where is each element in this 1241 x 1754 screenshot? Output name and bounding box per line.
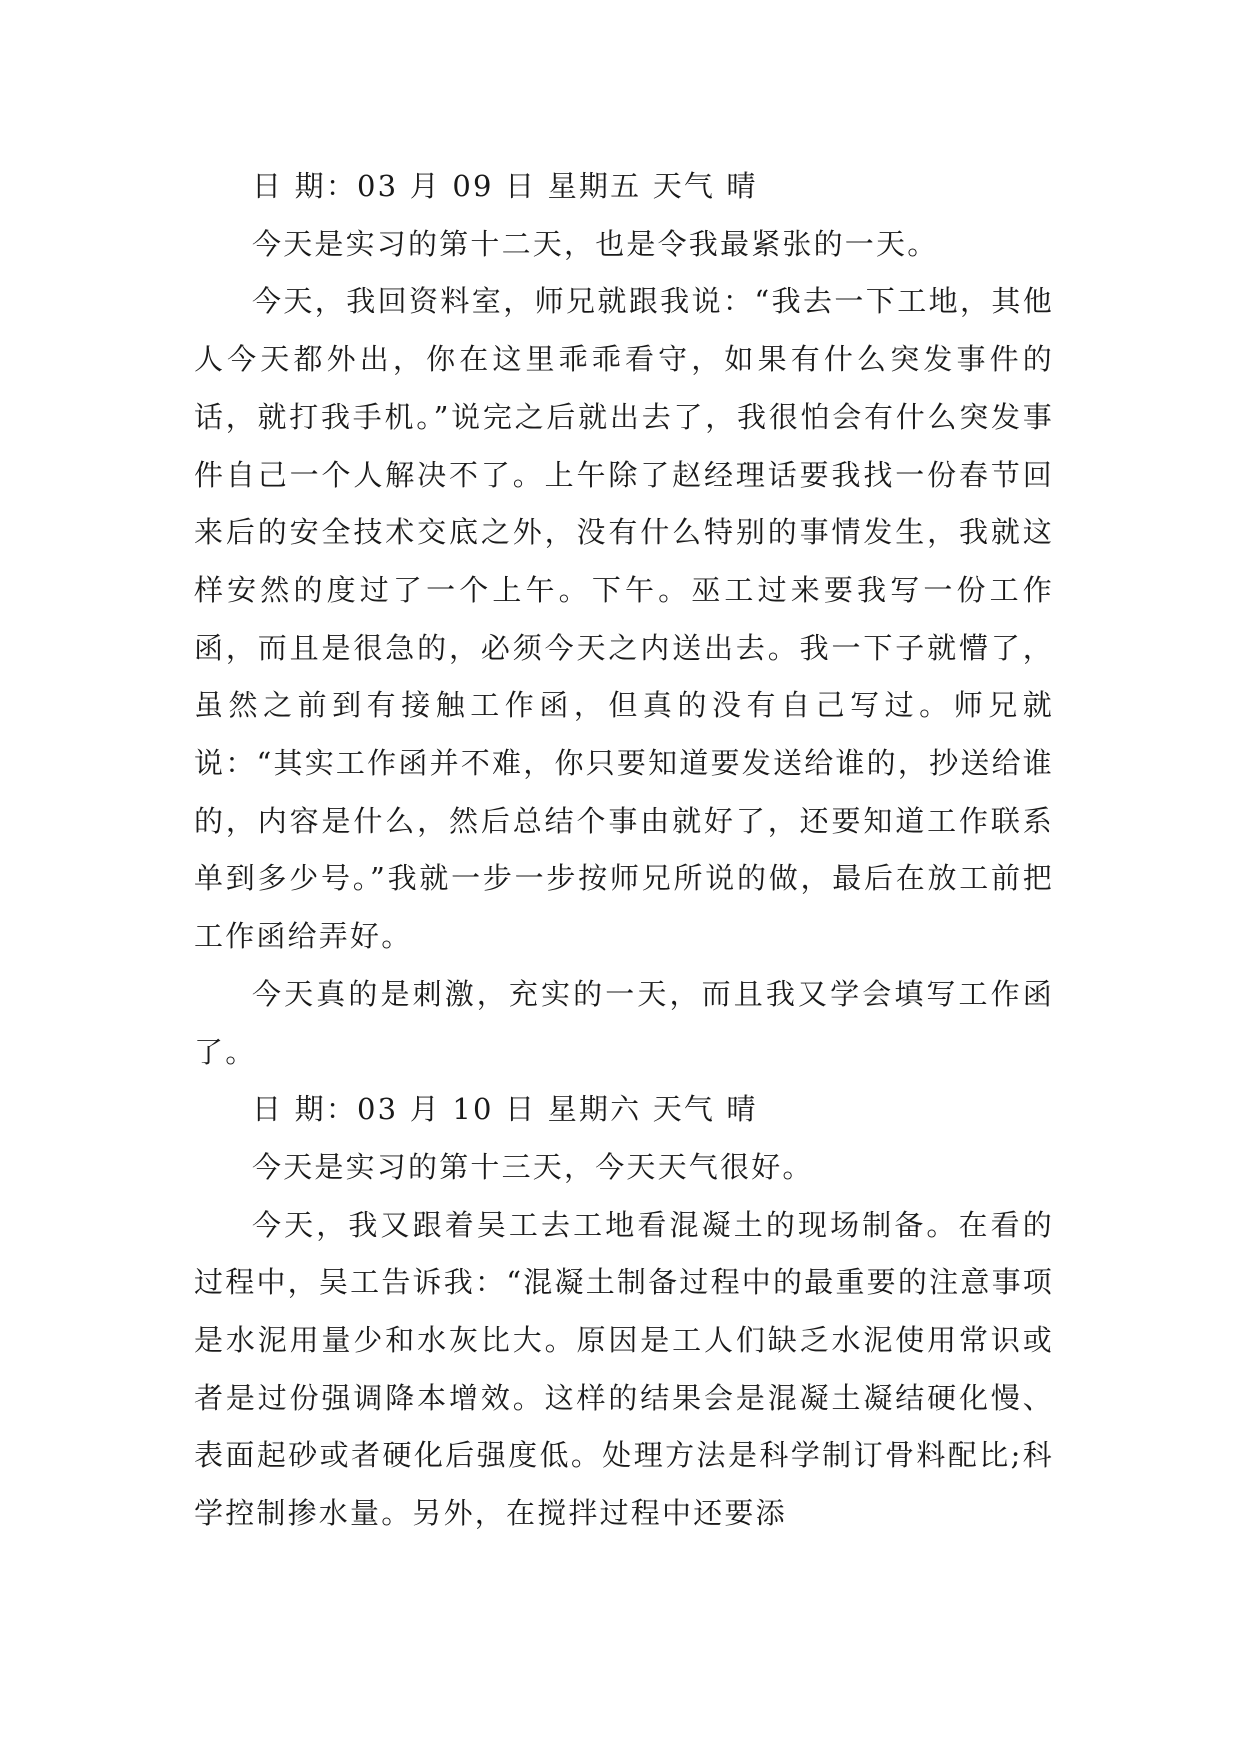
document-page — [194, 158, 1054, 1543]
date-line: 日 期：03 月 09 日 星期五 天气 晴 — [252, 169, 758, 203]
paragraph: 今天真的是刺激，充实的一天，而且我又学会填写工作函了。 — [194, 976, 1054, 1069]
paragraph: 今天，我回资料室，师兄就跟我说：“我去一下工地，其他人今天都外出，你在这里乖乖看守，如果有什么突发事件的话，就打我手机。”说完之后就出去了，我很怕会有什么突发事件自己一个人解决不了。上午除了赵经理话要我找一份春节回来后的安全技术交底之外，没有什么特别的事情发生，我就这样安然的度过了一个上午。下午。巫工过来要我写一份工作函，而且是很急的，必须今天之内送出去。我一下子就懵了，虽然之前到有接触工作函，但真的没有自己写过。师兄就说：“其实工作函并不难，你只要知道要发送给谁的，抄送给谁的，内容是什么，然后总结个事由就好了，还要知道工作联系单到多少号。”我就一步一步按师兄所说的做，最后在放工前把工作函给弄好。 — [194, 284, 1054, 954]
paragraph: 今天是实习的第十二天，也是令我最紧张的一天。 — [252, 226, 939, 261]
date-line: 日 期：03 月 10 日 星期六 天气 晴 — [252, 1092, 758, 1127]
paragraph: 今天是实习的第十三天，今天天气很好。 — [252, 1149, 814, 1184]
paragraph: 今天，我又跟着吴工去工地看混凝土的现场制备。在看的过程中，吴工告诉我：“混凝土制备过程中的最重要的注意事项是水泥用量少和水灰比大。原因是工人们缺乏水泥使用常识或者是过份强调降本增效。这样的结果会是混凝土凝结硬化慢、表面起砂或者硬化后强度低。处理方法是科学制订骨料配比;科学控制掺水量。另外，在搅拌过程中还要添 — [194, 1207, 1054, 1531]
